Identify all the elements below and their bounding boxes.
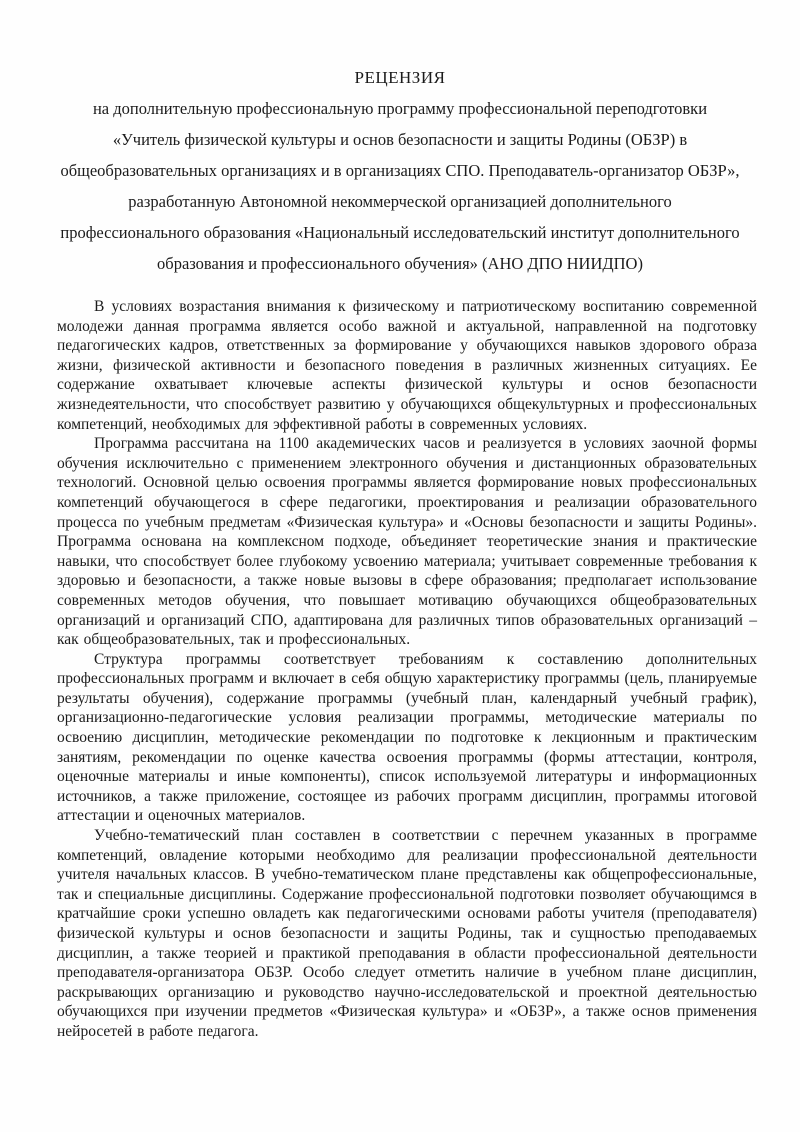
subtitle-line: общеобразовательных организациях и в организациях СПО. Преподаватель-организатор ОБЗР», <box>60 161 740 180</box>
body-paragraph: Структура программы соответствует требованиям к составлению дополнительных профессиональных программ и включает в себя общую характеристику программы (цель, планируемые результаты обучения), содержание программы (учебный план, календарный учебный график), организационно-педагогические условия реализации программы, методические материалы по освоению дисциплин, методические рекомендации по подготовке к лекционным и практическим занятиям, рекомендации по оценке качества освоения программы (формы аттестации, контроля, оценочные материалы и иные компоненты), список используемой литературы и информационных источников, а также приложение, состоящее из рабочих программ дисциплин, программы итоговой аттестации и оценочных материалов. <box>57 650 757 825</box>
body-paragraph: Программа рассчитана на 1100 академических часов и реализуется в условиях заочной формы обучения исключительно с применением электронного обучения и дистанционных образовательных технологий. Основной целью освоения программы является формирование новых профессиональных компетенций обучающегося в сфере педагогики, проектирования и реализации образовательного процесса по учебным предметам «Физическая культура» и «Основы безопасности и защиты Родины». Программа основана на комплексном подходе, объединяет теоретические знания и практические навыки, что способствует более глубокому усвоению материала; учитывает современные требования к здоровью и безопасности, а также новые вызовы в сфере образования; предполагает использование современных методов обучения, что повышает мотивацию обучающихся общеобразовательных организаций и организаций СПО, адаптирована для различных типов образовательных организаций – как общеобразовательных, так и профессиональных. <box>57 435 757 649</box>
body-paragraph: Учебно-тематический план составлен в соответствии с перечнем указанных в программе компетенций, овладение которыми необходимо для реализации профессиональной деятельности учителя начальных классов. В учебно-тематическом плане представлены как общепрофессиональные, так и специальные дисциплины. Содержание профессиональной подготовки позволяет обучающимся в кратчайшие сроки успешно овладеть как педагогическими основами работы учителя (преподавателя) физической культуры и основ безопасности и защиты Родины, так и сущностью преподаваемых дисциплин, а также теорией и практикой преподавания в области профессиональной деятельности преподавателя-организатора ОБЗР. Особо следует отметить наличие в учебном плане дисциплин, раскрывающих организацию и руководство научно-исследовательской и проектной деятельностью обучающихся при изучении предметов «Физическая культура» и «ОБЗР», а также основ применения нейросетей в работе педагога. <box>57 827 757 1040</box>
subtitle-line: «Учитель физической культуры и основ безопасности и защиты Родины (ОБЗР) в <box>112 130 688 149</box>
subtitle-line: образования и профессионального обучения» (АНО ДПО НИИДПО) <box>157 254 643 273</box>
document-title: РЕЦЕНЗИЯ <box>354 68 446 87</box>
document-body <box>57 297 757 1042</box>
subtitle-line: профессионального образования «Национальный исследовательский институт дополнительного <box>60 223 740 242</box>
document-header <box>0 0 800 279</box>
subtitle-line: разработанную Автономной некоммерческой организацией дополнительного <box>128 192 672 211</box>
subtitle-line: на дополнительную профессиональную программу профессиональной переподготовки <box>92 99 708 118</box>
body-paragraph: В условиях возрастания внимания к физическому и патриотическому воспитанию современной молодежи данная программа является особо важной и актуальной, направленной на подготовку педагогических кадров, ответственных за формирование у обучающихся навыков здорового образа жизни, физической активности и безопасного поведения в различных жизненных ситуациях. Ее содержание охватывает ключевые аспекты физической культуры и основ безопасности жизнедеятельности, что способствует развитию у обучающихся общекультурных и профессиональных компетенций, необходимых для эффективной работы в современных условиях. <box>57 298 757 433</box>
document-subtitle <box>0 93 800 279</box>
